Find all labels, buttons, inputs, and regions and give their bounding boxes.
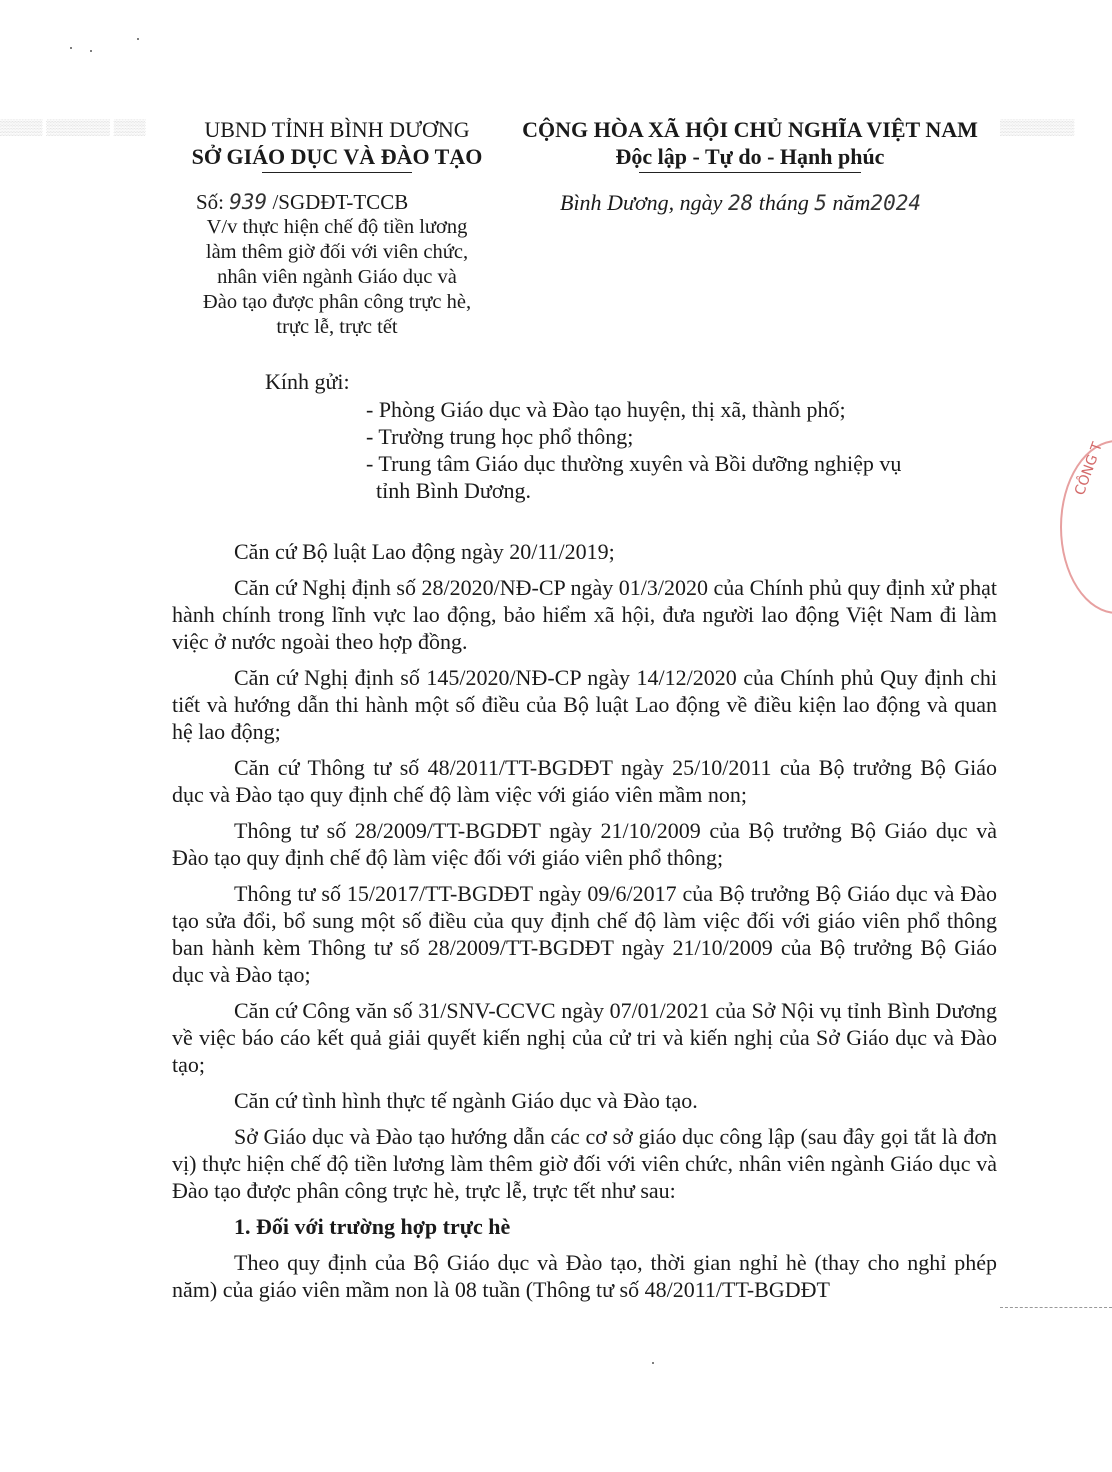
document-date: Bình Dương, ngày 28 tháng 5 năm2024	[560, 190, 921, 215]
agency-header	[172, 116, 502, 173]
salutation: Kính gửi:	[265, 369, 350, 394]
national-title: CỘNG HÒA XÃ HỘI CHỦ NGHĨA VIỆT NAM	[522, 117, 978, 142]
body-paragraph: Căn cứ Nghị định số 28/2020/NĐ-CP ngày 01/3/2020 của Chính phủ quy định xử phạt hành chính trong lĩnh vực lao động, bảo hiểm xã hội, đưa người lao động Việt Nam đi làm việc ở nước ngoài theo hợp đồng.	[172, 575, 997, 654]
date-day: 28	[727, 191, 754, 215]
motto-underline	[639, 172, 861, 173]
page-edge-line	[1000, 1307, 1112, 1308]
body-paragraph: Căn cứ Bộ luật Lao động ngày 20/11/2019;	[234, 539, 615, 564]
recipient-item: - Trường trung học phổ thông;	[366, 424, 634, 449]
recipient-item: - Phòng Giáo dục và Đào tạo huyện, thị xã, thành phố;	[366, 397, 846, 422]
bleed-through-text-right: ▒▒▒▒▒▒▒	[1000, 120, 1075, 136]
document-body	[172, 538, 997, 1312]
body-paragraph: Sở Giáo dục và Đào tạo hướng dẫn các cơ sở giáo dục công lập (sau đây gọi tắt là đơn vị) thực hiện chế độ tiền lương làm thêm giờ đối với viên chức, nhân viên ngành Giáo dục và Đào tạo được phân công trực hè, trực lễ, trực tết như sau:	[172, 1124, 997, 1203]
scan-speck	[90, 50, 92, 52]
body-paragraph: Căn cứ Thông tư số 48/2011/TT-BGDĐT ngày 25/10/2011 của Bộ trưởng Bộ Giáo dục và Đào tạo quy định chế độ làm việc với giáo viên mầm non;	[172, 755, 997, 807]
date-year: 2024	[870, 191, 921, 215]
scan-speck	[70, 47, 72, 49]
national-motto: Độc lập - Tự do - Hạnh phúc	[615, 144, 885, 169]
section-heading: 1. Đối với trường hợp trực hè	[234, 1214, 511, 1239]
body-paragraph: Căn cứ Công văn số 31/SNV-CCVC ngày 07/01/2021 của Sở Nội vụ tỉnh Bình Dương về việc báo cáo kết quả giải quyết kiến nghị của cử tri và kiến nghị của Sở Giáo dục và Đào tạo;	[172, 998, 997, 1077]
document-number-handwritten: 939	[229, 190, 268, 214]
bleed-through-text-left: ▒▒▒▒ ▒▒▒▒▒▒ ▒▒▒	[0, 120, 146, 136]
body-paragraph: Thông tư số 28/2009/TT-BGDĐT ngày 21/10/2009 của Bộ trưởng Bộ Giáo dục và Đào tạo quy định chế độ làm việc đối với giáo viên phổ thông;	[172, 818, 997, 870]
subject-summary: V/v thực hiện chế độ tiền lương làm thêm giờ đối với viên chức, nhân viên ngành Giáo dục và Đào tạo được phân công trực hè, trực lễ, trực tết	[202, 216, 472, 338]
recipient-item: - Trung tâm Giáo dục thường xuyên và Bồi dưỡng nghiệp vụ	[366, 451, 902, 476]
recipient-item-continuation: tỉnh Bình Dương.	[376, 478, 531, 503]
body-paragraph: Căn cứ Nghị định số 145/2020/NĐ-CP ngày 14/12/2020 của Chính phủ Quy định chi tiết và hướng dẫn thi hành một số điều của Bộ luật Lao động về điều kiện lao động và quan hệ lao động;	[172, 665, 997, 744]
section-paragraph: Theo quy định của Bộ Giáo dục và Đào tạo, thời gian nghỉ hè (thay cho nghỉ phép năm) của giáo viên mầm non là 08 tuần (Thông tư số 48/2011/TT-BGDĐT	[172, 1250, 997, 1302]
body-paragraph: Căn cứ tình hình thực tế ngành Giáo dục và Đào tạo.	[234, 1088, 698, 1113]
date-month: 5	[814, 191, 828, 215]
recipient-list	[366, 396, 996, 504]
body-paragraph: Thông tư số 15/2017/TT-BGDĐT ngày 09/6/2017 của Bộ trưởng Bộ Giáo dục và Đào tạo sửa đổi, bổ sung một số điều của quy định chế độ làm việc đối với giáo viên phổ thông ban hành kèm Thông tư số 28/2009/TT-BGDĐT ngày 21/10/2009 của Bộ trưởng Bộ Giáo dục và Đào tạo;	[172, 881, 997, 987]
agency-name: SỞ GIÁO DỤC VÀ ĐÀO TẠO	[191, 144, 483, 169]
agency-underline	[262, 172, 412, 173]
scan-speck	[137, 38, 139, 40]
national-header	[505, 116, 995, 173]
scan-speck	[652, 1362, 654, 1364]
agency-parent: UBND TỈNH BÌNH DƯƠNG	[204, 117, 470, 142]
red-seal-text: CÔNG T	[1072, 440, 1106, 498]
document-number: Số: 939 /SGDĐT-TCCB	[196, 190, 409, 214]
